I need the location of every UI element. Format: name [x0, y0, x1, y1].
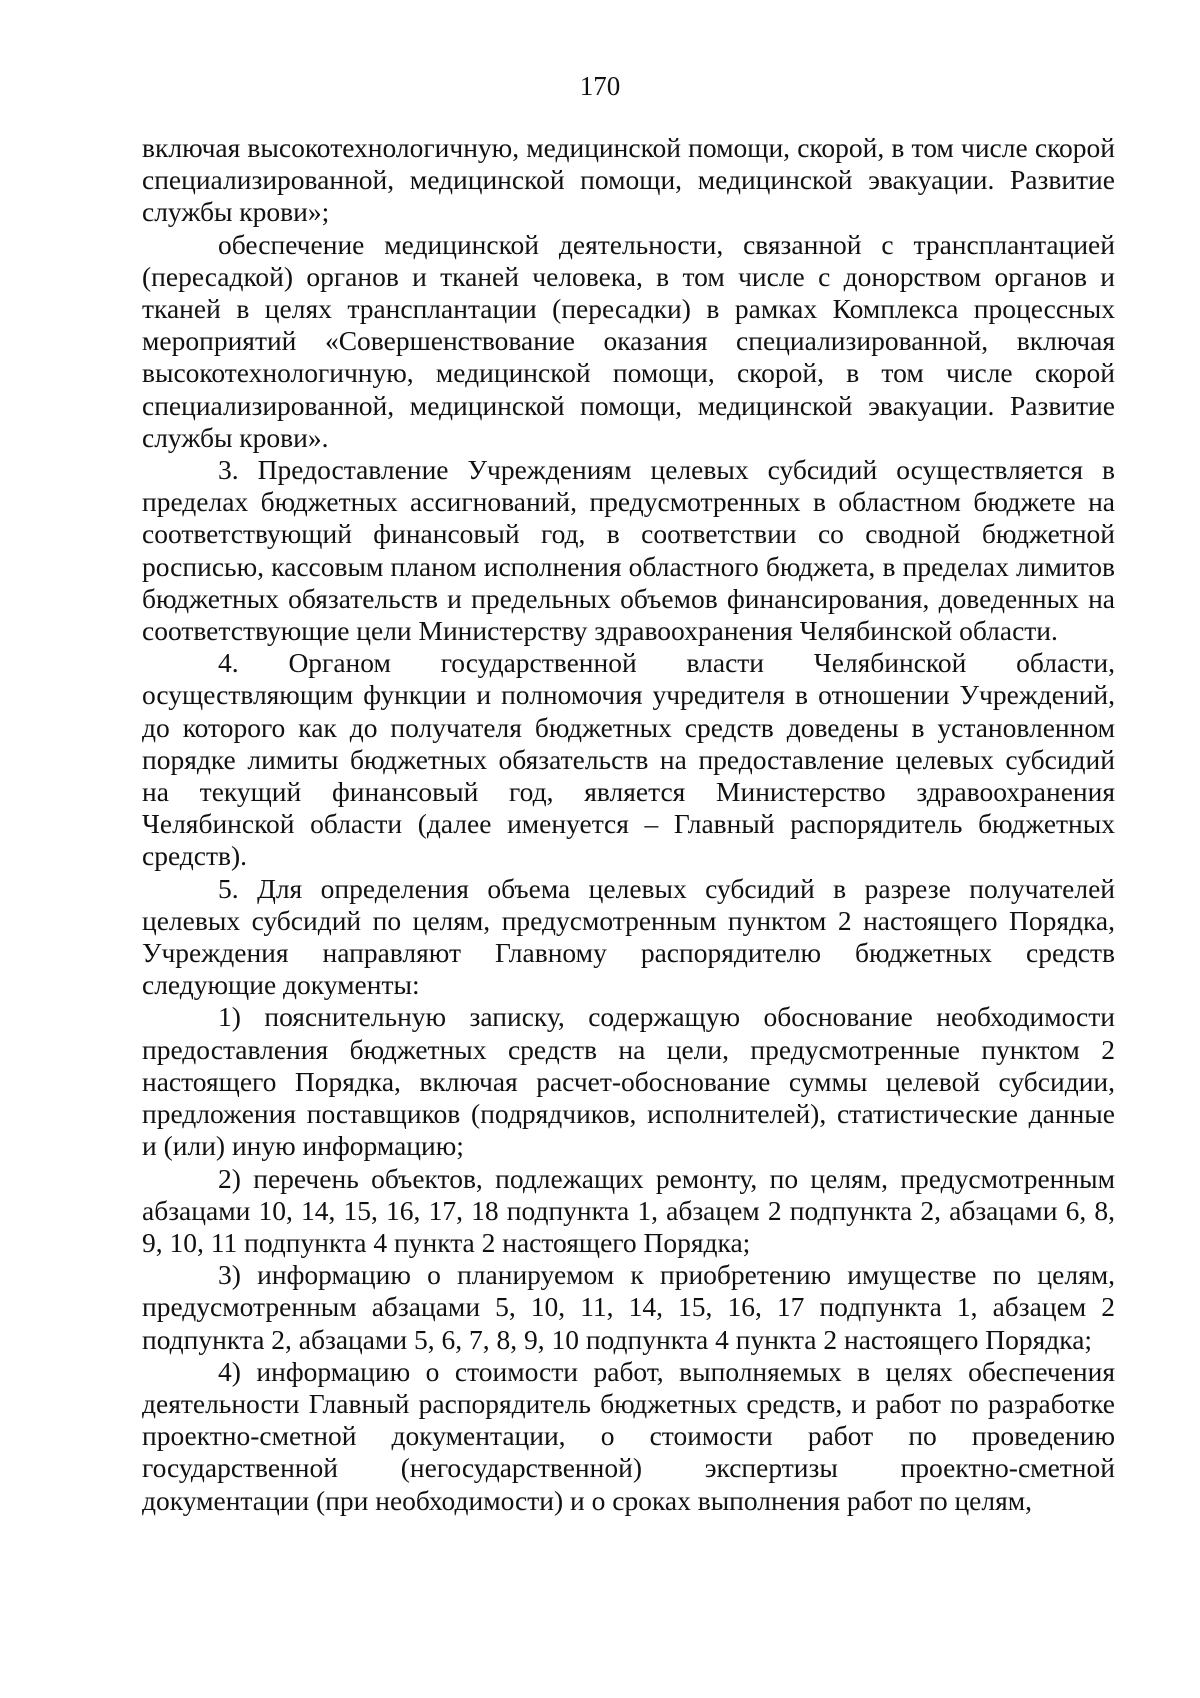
paragraph-subitem-3: 3) информацию о планируемом к приобретению имуществе по целям, предусмотренным абзацами 5, 10, 11, 14, 15, 16, 17 подпункта 1, абзацем 2 подпункта 2, абзацами 5, 6, 7, 8, 9, 10 подпункта 4 пункта 2 настоящего Порядка; — [142, 1259, 1115, 1355]
paragraph-transplantation: обеспечение медицинской деятельности, связанной с трансплантацией (пересадкой) органов и тканей человека, в том числе с донорством органов и тканей в целях трансплантации (пересадки) в рамках Комплекса процессных мероприятий «Совершенствование оказания специализированной, включая высокотехнологичную, медицинской помощи, скорой, в том числе скорой специализированной, медицинской помощи, медицинской эвакуации. Развитие службы крови». — [142, 228, 1115, 453]
paragraph-continuation: включая высокотехнологичную, медицинской помощи, скорой, в том числе скорой специализированной, медицинской помощи, медицинской эвакуации. Развитие службы крови»; — [142, 132, 1115, 228]
page-number: 170 — [579, 71, 621, 101]
paragraph-subitem-1: 1) пояснительную записку, содержащую обоснование необходимости предоставления бюджетных средств на цели, предусмотренные пунктом 2 настоящего Порядка, включая расчет-обоснование суммы целевой субсидии, предложения поставщиков (подрядчиков, исполнителей), статистические данные и (или) иную информацию; — [142, 1001, 1115, 1162]
document-body — [142, 132, 1115, 1517]
paragraph-item-5: 5. Для определения объема целевых субсидий в разрезе получателей целевых субсидий по целям, предусмотренным пунктом 2 настоящего Порядка, Учреждения направляют Главному распорядителю бюджетных средств следующие документы: — [142, 872, 1115, 1001]
paragraph-item-3: 3. Предоставление Учреждениям целевых субсидий осуществляется в пределах бюджетных ассигнований, предусмотренных в областном бюджете на соответствующий финансовый год, в соответствии со сводной бюджетной росписью, кассовым планом исполнения областного бюджета, в пределах лимитов бюджетных обязательств и предельных объемов финансирования, доведенных на соответствующие цели Министерству здравоохранения Челябинской области. — [142, 454, 1115, 647]
paragraph-item-4: 4. Органом государственной власти Челябинской области, осуществляющим функции и полномочия учредителя в отношении Учреждений, до которого как до получателя бюджетных средств доведены в установленном порядке лимиты бюджетных обязательств на предоставление целевых субсидий на текущий финансовый год, является Министерство здравоохранения Челябинской области (далее именуется – Главный распорядитель бюджетных средств). — [142, 647, 1115, 872]
paragraph-subitem-4: 4) информацию о стоимости работ, выполняемых в целях обеспечения деятельности Главный распорядитель бюджетных средств, и работ по разработке проектно-сметной документации, о стоимости работ по проведению государственной (негосударственной) экспертизы проектно-сметной документации (при необходимости) и о сроках выполнения работ по целям, — [142, 1355, 1115, 1516]
paragraph-subitem-2: 2) перечень объектов, подлежащих ремонту, по целям, предусмотренным абзацами 10, 14, 15, 16, 17, 18 подпункта 1, абзацем 2 подпункта 2, абзацами 6, 8, 9, 10, 11 подпункта 4 пункта 2 настоящего Порядка; — [142, 1162, 1115, 1258]
